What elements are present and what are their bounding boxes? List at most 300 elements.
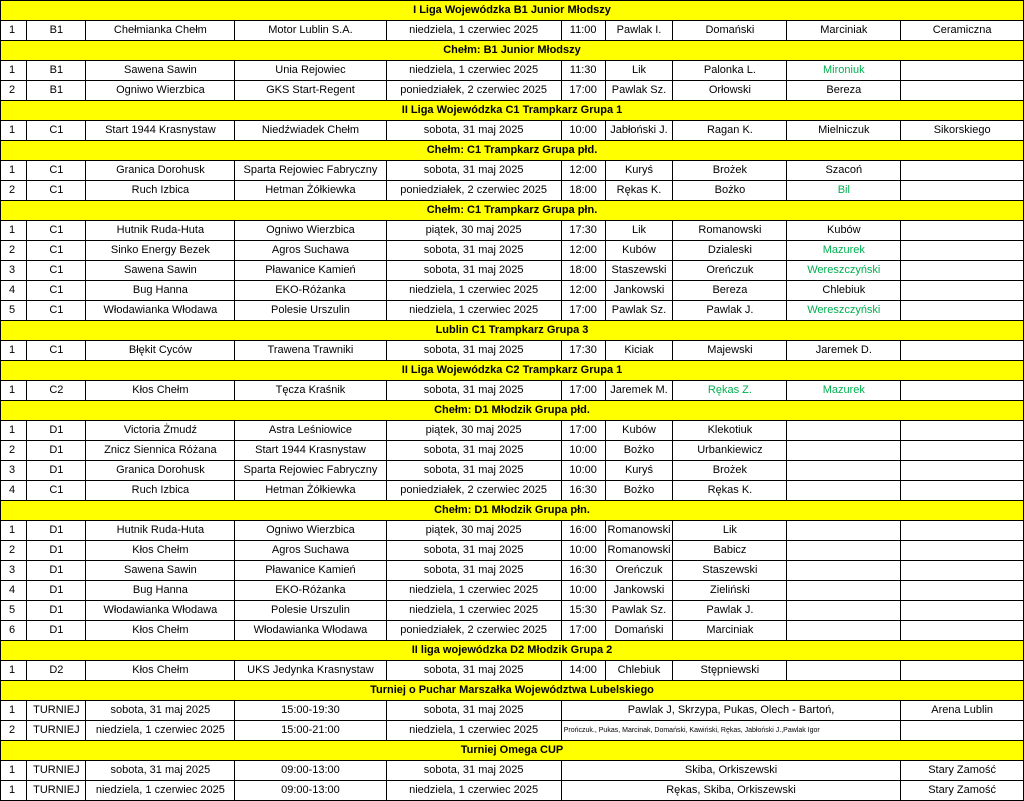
kickoff-time-cell: 10:00 xyxy=(561,461,605,481)
assistant-2-cell: Mielniczuk xyxy=(787,121,901,141)
tournament-date-cell: niedziela, 1 czerwiec 2025 xyxy=(86,721,235,741)
away-team-cell: Pławanice Kamień xyxy=(235,261,386,281)
assistant-1-cell: Rękas K. xyxy=(673,481,787,501)
match-date-cell: sobota, 31 maj 2025 xyxy=(386,461,561,481)
match-date-cell: niedziela, 1 czerwiec 2025 xyxy=(386,721,561,741)
match-date-cell: sobota, 31 maj 2025 xyxy=(386,241,561,261)
match-date-cell: piątek, 30 maj 2025 xyxy=(386,421,561,441)
assistant-1-cell: Romanowski xyxy=(673,221,787,241)
home-team-cell: Sawena Sawin xyxy=(86,61,235,81)
table-row xyxy=(1,661,1024,681)
section-title: Chełm: C1 Trampkarz Grupa płd. xyxy=(1,141,1024,161)
assistant-1-cell: Babicz xyxy=(673,541,787,561)
category-cell: TURNIEJ xyxy=(27,761,86,781)
assistant-1-cell: Lik xyxy=(673,521,787,541)
assistant-1-cell: Staszewski xyxy=(673,561,787,581)
referee-cell: Pawlak Sz. xyxy=(605,601,673,621)
match-date-cell: poniedziałek, 2 czerwiec 2025 xyxy=(386,481,561,501)
assistant-1-cell: Domański xyxy=(673,21,787,41)
assistant-2-cell xyxy=(787,581,901,601)
home-team-cell: Włodawianka Włodawa xyxy=(86,301,235,321)
referee-cell: Lik xyxy=(605,221,673,241)
referee-cell: Bożko xyxy=(605,441,673,461)
section-title: Turniej Omega CUP xyxy=(1,741,1024,761)
section-header xyxy=(1,681,1024,701)
category-cell: TURNIEJ xyxy=(27,781,86,801)
tournament-hours-cell: 09:00-13:00 xyxy=(235,781,386,801)
match-date-cell: sobota, 31 maj 2025 xyxy=(386,701,561,721)
match-date-cell: piątek, 30 maj 2025 xyxy=(386,221,561,241)
row-number-cell: 1 xyxy=(1,701,27,721)
section-header xyxy=(1,1,1024,21)
match-date-cell: sobota, 31 maj 2025 xyxy=(386,341,561,361)
kickoff-time-cell: 14:00 xyxy=(561,661,605,681)
away-team-cell: Tęcza Kraśnik xyxy=(235,381,386,401)
table-row xyxy=(1,761,1024,781)
table-row xyxy=(1,601,1024,621)
tournament-hours-cell: 15:00-21:00 xyxy=(235,721,386,741)
venue-cell xyxy=(901,561,1024,581)
assistant-1-cell: Bereza xyxy=(673,281,787,301)
section-title: Chełm: D1 Młodzik Grupa płn. xyxy=(1,501,1024,521)
tournament-hours-cell: 15:00-19:30 xyxy=(235,701,386,721)
referee-cell: Jaremek M. xyxy=(605,381,673,401)
category-cell: C1 xyxy=(27,341,86,361)
section-title: Chełm: D1 Młodzik Grupa płd. xyxy=(1,401,1024,421)
away-team-cell: Sparta Rejowiec Fabryczny xyxy=(235,161,386,181)
referee-cell: Jabłoński J. xyxy=(605,121,673,141)
match-date-cell: niedziela, 1 czerwiec 2025 xyxy=(386,781,561,801)
row-number-cell: 2 xyxy=(1,241,27,261)
venue-cell xyxy=(901,441,1024,461)
tournament-date-cell: sobota, 31 maj 2025 xyxy=(86,761,235,781)
away-team-cell: EKO-Różanka xyxy=(235,281,386,301)
venue-cell xyxy=(901,661,1024,681)
row-number-cell: 6 xyxy=(1,621,27,641)
row-number-cell: 2 xyxy=(1,81,27,101)
section-header xyxy=(1,321,1024,341)
referees-cell: Skiba, Orkiszewski xyxy=(561,761,901,781)
assistant-1-cell: Stępniewski xyxy=(673,661,787,681)
away-team-cell: UKS Jedynka Krasnystaw xyxy=(235,661,386,681)
match-date-cell: sobota, 31 maj 2025 xyxy=(386,161,561,181)
home-team-cell: Granica Dorohusk xyxy=(86,461,235,481)
table-row xyxy=(1,241,1024,261)
match-date-cell: niedziela, 1 czerwiec 2025 xyxy=(386,281,561,301)
referee-cell: Kiciak xyxy=(605,341,673,361)
table-row xyxy=(1,181,1024,201)
kickoff-time-cell: 18:00 xyxy=(561,181,605,201)
table-row xyxy=(1,621,1024,641)
category-cell: C1 xyxy=(27,181,86,201)
away-team-cell: GKS Start-Regent xyxy=(235,81,386,101)
kickoff-time-cell: 17:00 xyxy=(561,301,605,321)
home-team-cell: Sawena Sawin xyxy=(86,561,235,581)
assistant-2-cell xyxy=(787,481,901,501)
category-cell: D1 xyxy=(27,441,86,461)
section-header xyxy=(1,141,1024,161)
away-team-cell: Astra Leśniowice xyxy=(235,421,386,441)
category-cell: D1 xyxy=(27,461,86,481)
assistant-1-cell: Dzialeski xyxy=(673,241,787,261)
away-team-cell: Ogniwo Wierzbica xyxy=(235,221,386,241)
away-team-cell: Agros Suchawa xyxy=(235,241,386,261)
venue-cell xyxy=(901,541,1024,561)
venue-cell xyxy=(901,581,1024,601)
assistant-2-cell: Wereszczyński xyxy=(787,261,901,281)
kickoff-time-cell: 17:00 xyxy=(561,381,605,401)
referee-cell: Pawlak Sz. xyxy=(605,301,673,321)
venue-cell xyxy=(901,221,1024,241)
kickoff-time-cell: 11:00 xyxy=(561,21,605,41)
venue-cell: Arena Lublin xyxy=(901,701,1024,721)
category-cell: C1 xyxy=(27,481,86,501)
assistant-2-cell: Szacoń xyxy=(787,161,901,181)
referee-cell: Kubów xyxy=(605,421,673,441)
match-date-cell: sobota, 31 maj 2025 xyxy=(386,261,561,281)
referee-cell: Lik xyxy=(605,61,673,81)
table-row xyxy=(1,21,1024,41)
match-date-cell: sobota, 31 maj 2025 xyxy=(386,381,561,401)
category-cell: D1 xyxy=(27,561,86,581)
category-cell: D1 xyxy=(27,621,86,641)
category-cell: B1 xyxy=(27,21,86,41)
table-row xyxy=(1,301,1024,321)
match-date-cell: sobota, 31 maj 2025 xyxy=(386,121,561,141)
table-row xyxy=(1,421,1024,441)
category-cell: C1 xyxy=(27,301,86,321)
home-team-cell: Bug Hanna xyxy=(86,281,235,301)
assistant-1-cell: Marciniak xyxy=(673,621,787,641)
assistant-2-cell xyxy=(787,661,901,681)
assistant-1-cell: Pawlak J. xyxy=(673,301,787,321)
match-date-cell: niedziela, 1 czerwiec 2025 xyxy=(386,301,561,321)
row-number-cell: 1 xyxy=(1,661,27,681)
venue-cell: Stary Zamość xyxy=(901,761,1024,781)
row-number-cell: 4 xyxy=(1,281,27,301)
referee-cell: Domański xyxy=(605,621,673,641)
referee-cell: Jankowski xyxy=(605,581,673,601)
category-cell: C1 xyxy=(27,241,86,261)
referee-cell: Romanowski xyxy=(605,521,673,541)
tournament-date-cell: sobota, 31 maj 2025 xyxy=(86,701,235,721)
match-date-cell: sobota, 31 maj 2025 xyxy=(386,541,561,561)
home-team-cell: Ruch Izbica xyxy=(86,181,235,201)
match-date-cell: niedziela, 1 czerwiec 2025 xyxy=(386,581,561,601)
kickoff-time-cell: 17:00 xyxy=(561,421,605,441)
venue-cell xyxy=(901,161,1024,181)
section-title: I Liga Wojewódzka B1 Junior Młodszy xyxy=(1,1,1024,21)
match-date-cell: sobota, 31 maj 2025 xyxy=(386,661,561,681)
assistant-1-cell: Rękas Z. xyxy=(673,381,787,401)
table-row xyxy=(1,581,1024,601)
referee-cell: Staszewski xyxy=(605,261,673,281)
assistant-2-cell: Mazurek xyxy=(787,381,901,401)
section-title: II Liga Wojewódzka C1 Trampkarz Grupa 1 xyxy=(1,101,1024,121)
kickoff-time-cell: 10:00 xyxy=(561,121,605,141)
category-cell: C1 xyxy=(27,261,86,281)
table-row xyxy=(1,61,1024,81)
away-team-cell: Pławanice Kamień xyxy=(235,561,386,581)
venue-cell xyxy=(901,341,1024,361)
table-row xyxy=(1,441,1024,461)
referee-cell: Kubów xyxy=(605,241,673,261)
venue-cell xyxy=(901,301,1024,321)
table-row xyxy=(1,381,1024,401)
venue-cell: Stary Zamość xyxy=(901,781,1024,801)
row-number-cell: 5 xyxy=(1,301,27,321)
category-cell: D1 xyxy=(27,541,86,561)
assistant-1-cell: Urbankiewicz xyxy=(673,441,787,461)
assistant-2-cell: Bil xyxy=(787,181,901,201)
kickoff-time-cell: 16:30 xyxy=(561,481,605,501)
assistant-2-cell: Marciniak xyxy=(787,21,901,41)
match-date-cell: niedziela, 1 czerwiec 2025 xyxy=(386,61,561,81)
row-number-cell: 3 xyxy=(1,561,27,581)
assistant-2-cell xyxy=(787,621,901,641)
venue-cell xyxy=(901,281,1024,301)
section-header xyxy=(1,361,1024,381)
category-cell: C2 xyxy=(27,381,86,401)
table-row xyxy=(1,721,1024,741)
home-team-cell: Kłos Chełm xyxy=(86,541,235,561)
table-row xyxy=(1,481,1024,501)
home-team-cell: Błękit Cyców xyxy=(86,341,235,361)
assistant-1-cell: Brożek xyxy=(673,461,787,481)
kickoff-time-cell: 16:00 xyxy=(561,521,605,541)
row-number-cell: 1 xyxy=(1,381,27,401)
assistant-2-cell xyxy=(787,421,901,441)
away-team-cell: EKO-Różanka xyxy=(235,581,386,601)
kickoff-time-cell: 10:00 xyxy=(561,541,605,561)
match-date-cell: poniedziałek, 2 czerwiec 2025 xyxy=(386,81,561,101)
row-number-cell: 2 xyxy=(1,541,27,561)
home-team-cell: Bug Hanna xyxy=(86,581,235,601)
assistant-2-cell: Wereszczyński xyxy=(787,301,901,321)
venue-cell xyxy=(901,601,1024,621)
category-cell: TURNIEJ xyxy=(27,701,86,721)
venue-cell xyxy=(901,621,1024,641)
home-team-cell: Sawena Sawin xyxy=(86,261,235,281)
kickoff-time-cell: 16:30 xyxy=(561,561,605,581)
away-team-cell: Polesie Urszulin xyxy=(235,601,386,621)
assistant-2-cell xyxy=(787,561,901,581)
section-title: Chełm: C1 Trampkarz Grupa płn. xyxy=(1,201,1024,221)
home-team-cell: Kłos Chełm xyxy=(86,661,235,681)
match-date-cell: sobota, 31 maj 2025 xyxy=(386,761,561,781)
home-team-cell: Włodawianka Włodawa xyxy=(86,601,235,621)
kickoff-time-cell: 15:30 xyxy=(561,601,605,621)
home-team-cell: Ogniwo Wierzbica xyxy=(86,81,235,101)
home-team-cell: Hutnik Ruda-Huta xyxy=(86,221,235,241)
venue-cell: Sikorskiego xyxy=(901,121,1024,141)
category-cell: C1 xyxy=(27,161,86,181)
category-cell: D1 xyxy=(27,421,86,441)
away-team-cell: Start 1944 Krasnystaw xyxy=(235,441,386,461)
table-row xyxy=(1,161,1024,181)
tournament-hours-cell: 09:00-13:00 xyxy=(235,761,386,781)
assistant-2-cell: Jaremek D. xyxy=(787,341,901,361)
kickoff-time-cell: 10:00 xyxy=(561,441,605,461)
category-cell: D2 xyxy=(27,661,86,681)
category-cell: B1 xyxy=(27,61,86,81)
table-row xyxy=(1,461,1024,481)
row-number-cell: 1 xyxy=(1,161,27,181)
referee-cell: Rękas K. xyxy=(605,181,673,201)
venue-cell xyxy=(901,261,1024,281)
row-number-cell: 3 xyxy=(1,261,27,281)
match-date-cell: niedziela, 1 czerwiec 2025 xyxy=(386,601,561,621)
away-team-cell: Motor Lublin S.A. xyxy=(235,21,386,41)
kickoff-time-cell: 17:00 xyxy=(561,81,605,101)
referee-cell: Romanowski xyxy=(605,541,673,561)
venue-cell xyxy=(901,461,1024,481)
match-date-cell: niedziela, 1 czerwiec 2025 xyxy=(386,21,561,41)
away-team-cell: Hetman Żółkiewka xyxy=(235,181,386,201)
assistant-2-cell xyxy=(787,541,901,561)
row-number-cell: 1 xyxy=(1,761,27,781)
section-header xyxy=(1,401,1024,421)
away-team-cell: Trawena Trawniki xyxy=(235,341,386,361)
section-title: II liga wojewódzka D2 Młodzik Grupa 2 xyxy=(1,641,1024,661)
assistant-2-cell xyxy=(787,461,901,481)
kickoff-time-cell: 12:00 xyxy=(561,161,605,181)
category-cell: B1 xyxy=(27,81,86,101)
match-date-cell: poniedziałek, 2 czerwiec 2025 xyxy=(386,181,561,201)
home-team-cell: Start 1944 Krasnystaw xyxy=(86,121,235,141)
venue-cell xyxy=(901,521,1024,541)
section-header xyxy=(1,501,1024,521)
assistant-2-cell: Kubów xyxy=(787,221,901,241)
row-number-cell: 2 xyxy=(1,721,27,741)
section-header xyxy=(1,101,1024,121)
row-number-cell: 5 xyxy=(1,601,27,621)
referee-cell: Kuryś xyxy=(605,461,673,481)
kickoff-time-cell: 18:00 xyxy=(561,261,605,281)
match-date-cell: poniedziałek, 2 czerwiec 2025 xyxy=(386,621,561,641)
tournament-date-cell: niedziela, 1 czerwiec 2025 xyxy=(86,781,235,801)
section-header xyxy=(1,201,1024,221)
kickoff-time-cell: 17:30 xyxy=(561,341,605,361)
home-team-cell: Znicz Siennica Różana xyxy=(86,441,235,461)
row-number-cell: 1 xyxy=(1,61,27,81)
home-team-cell: Kłos Chełm xyxy=(86,621,235,641)
kickoff-time-cell: 12:00 xyxy=(561,241,605,261)
row-number-cell: 4 xyxy=(1,581,27,601)
assistant-2-cell xyxy=(787,601,901,621)
category-cell: TURNIEJ xyxy=(27,721,86,741)
row-number-cell: 2 xyxy=(1,441,27,461)
row-number-cell: 1 xyxy=(1,21,27,41)
away-team-cell: Hetman Żółkiewka xyxy=(235,481,386,501)
category-cell: D1 xyxy=(27,581,86,601)
row-number-cell: 2 xyxy=(1,181,27,201)
referees-cell: Pawlak J, Skrzypa, Pukas, Olech - Bartoń, xyxy=(561,701,901,721)
row-number-cell: 1 xyxy=(1,121,27,141)
kickoff-time-cell: 10:00 xyxy=(561,581,605,601)
referee-cell: Chlebiuk xyxy=(605,661,673,681)
table-row xyxy=(1,121,1024,141)
row-number-cell: 1 xyxy=(1,421,27,441)
referee-cell: Bożko xyxy=(605,481,673,501)
table-row xyxy=(1,541,1024,561)
venue-cell xyxy=(901,81,1024,101)
section-title: Lublin C1 Trampkarz Grupa 3 xyxy=(1,321,1024,341)
assistant-2-cell: Mazurek xyxy=(787,241,901,261)
assistant-1-cell: Klekotiuk xyxy=(673,421,787,441)
referee-cell: Pawlak I. xyxy=(605,21,673,41)
kickoff-time-cell: 17:00 xyxy=(561,621,605,641)
home-team-cell: Kłos Chełm xyxy=(86,381,235,401)
venue-cell xyxy=(901,61,1024,81)
venue-cell xyxy=(901,421,1024,441)
table-row xyxy=(1,281,1024,301)
assistant-2-cell xyxy=(787,441,901,461)
category-cell: C1 xyxy=(27,121,86,141)
row-number-cell: 1 xyxy=(1,341,27,361)
away-team-cell: Sparta Rejowiec Fabryczny xyxy=(235,461,386,481)
match-date-cell: sobota, 31 maj 2025 xyxy=(386,441,561,461)
table-row xyxy=(1,561,1024,581)
away-team-cell: Włodawianka Włodawa xyxy=(235,621,386,641)
kickoff-time-cell: 11:30 xyxy=(561,61,605,81)
assistant-1-cell: Palonka L. xyxy=(673,61,787,81)
category-cell: C1 xyxy=(27,221,86,241)
match-date-cell: sobota, 31 maj 2025 xyxy=(386,561,561,581)
venue-cell xyxy=(901,241,1024,261)
home-team-cell: Hutnik Ruda-Huta xyxy=(86,521,235,541)
category-cell: D1 xyxy=(27,601,86,621)
assistant-1-cell: Orłowski xyxy=(673,81,787,101)
assistant-1-cell: Majewski xyxy=(673,341,787,361)
venue-cell xyxy=(901,721,1024,741)
section-header xyxy=(1,641,1024,661)
home-team-cell: Chełmianka Chełm xyxy=(86,21,235,41)
kickoff-time-cell: 17:30 xyxy=(561,221,605,241)
table-row xyxy=(1,261,1024,281)
assistant-1-cell: Pawlak J. xyxy=(673,601,787,621)
match-date-cell: piątek, 30 maj 2025 xyxy=(386,521,561,541)
away-team-cell: Agros Suchawa xyxy=(235,541,386,561)
category-cell: C1 xyxy=(27,281,86,301)
row-number-cell: 1 xyxy=(1,781,27,801)
section-title: Chełm: B1 Junior Młodszy xyxy=(1,41,1024,61)
assistant-1-cell: Zieliński xyxy=(673,581,787,601)
row-number-cell: 4 xyxy=(1,481,27,501)
table-row xyxy=(1,221,1024,241)
venue-cell: Ceramiczna xyxy=(901,21,1024,41)
assistant-1-cell: Bożko xyxy=(673,181,787,201)
venue-cell xyxy=(901,381,1024,401)
assistant-2-cell xyxy=(787,521,901,541)
schedule-body xyxy=(1,1,1024,801)
away-team-cell: Niedźwiadek Chełm xyxy=(235,121,386,141)
category-cell: D1 xyxy=(27,521,86,541)
assistant-1-cell: Ragan K. xyxy=(673,121,787,141)
referee-cell: Kuryś xyxy=(605,161,673,181)
referee-cell: Oreńczuk xyxy=(605,561,673,581)
assistant-1-cell: Brożek xyxy=(673,161,787,181)
assistant-2-cell: Chlebiuk xyxy=(787,281,901,301)
home-team-cell: Ruch Izbica xyxy=(86,481,235,501)
assistant-1-cell: Oreńczuk xyxy=(673,261,787,281)
section-header xyxy=(1,41,1024,61)
referee-cell: Pawlak Sz. xyxy=(605,81,673,101)
row-number-cell: 3 xyxy=(1,461,27,481)
row-number-cell: 1 xyxy=(1,521,27,541)
away-team-cell: Ogniwo Wierzbica xyxy=(235,521,386,541)
table-row xyxy=(1,521,1024,541)
